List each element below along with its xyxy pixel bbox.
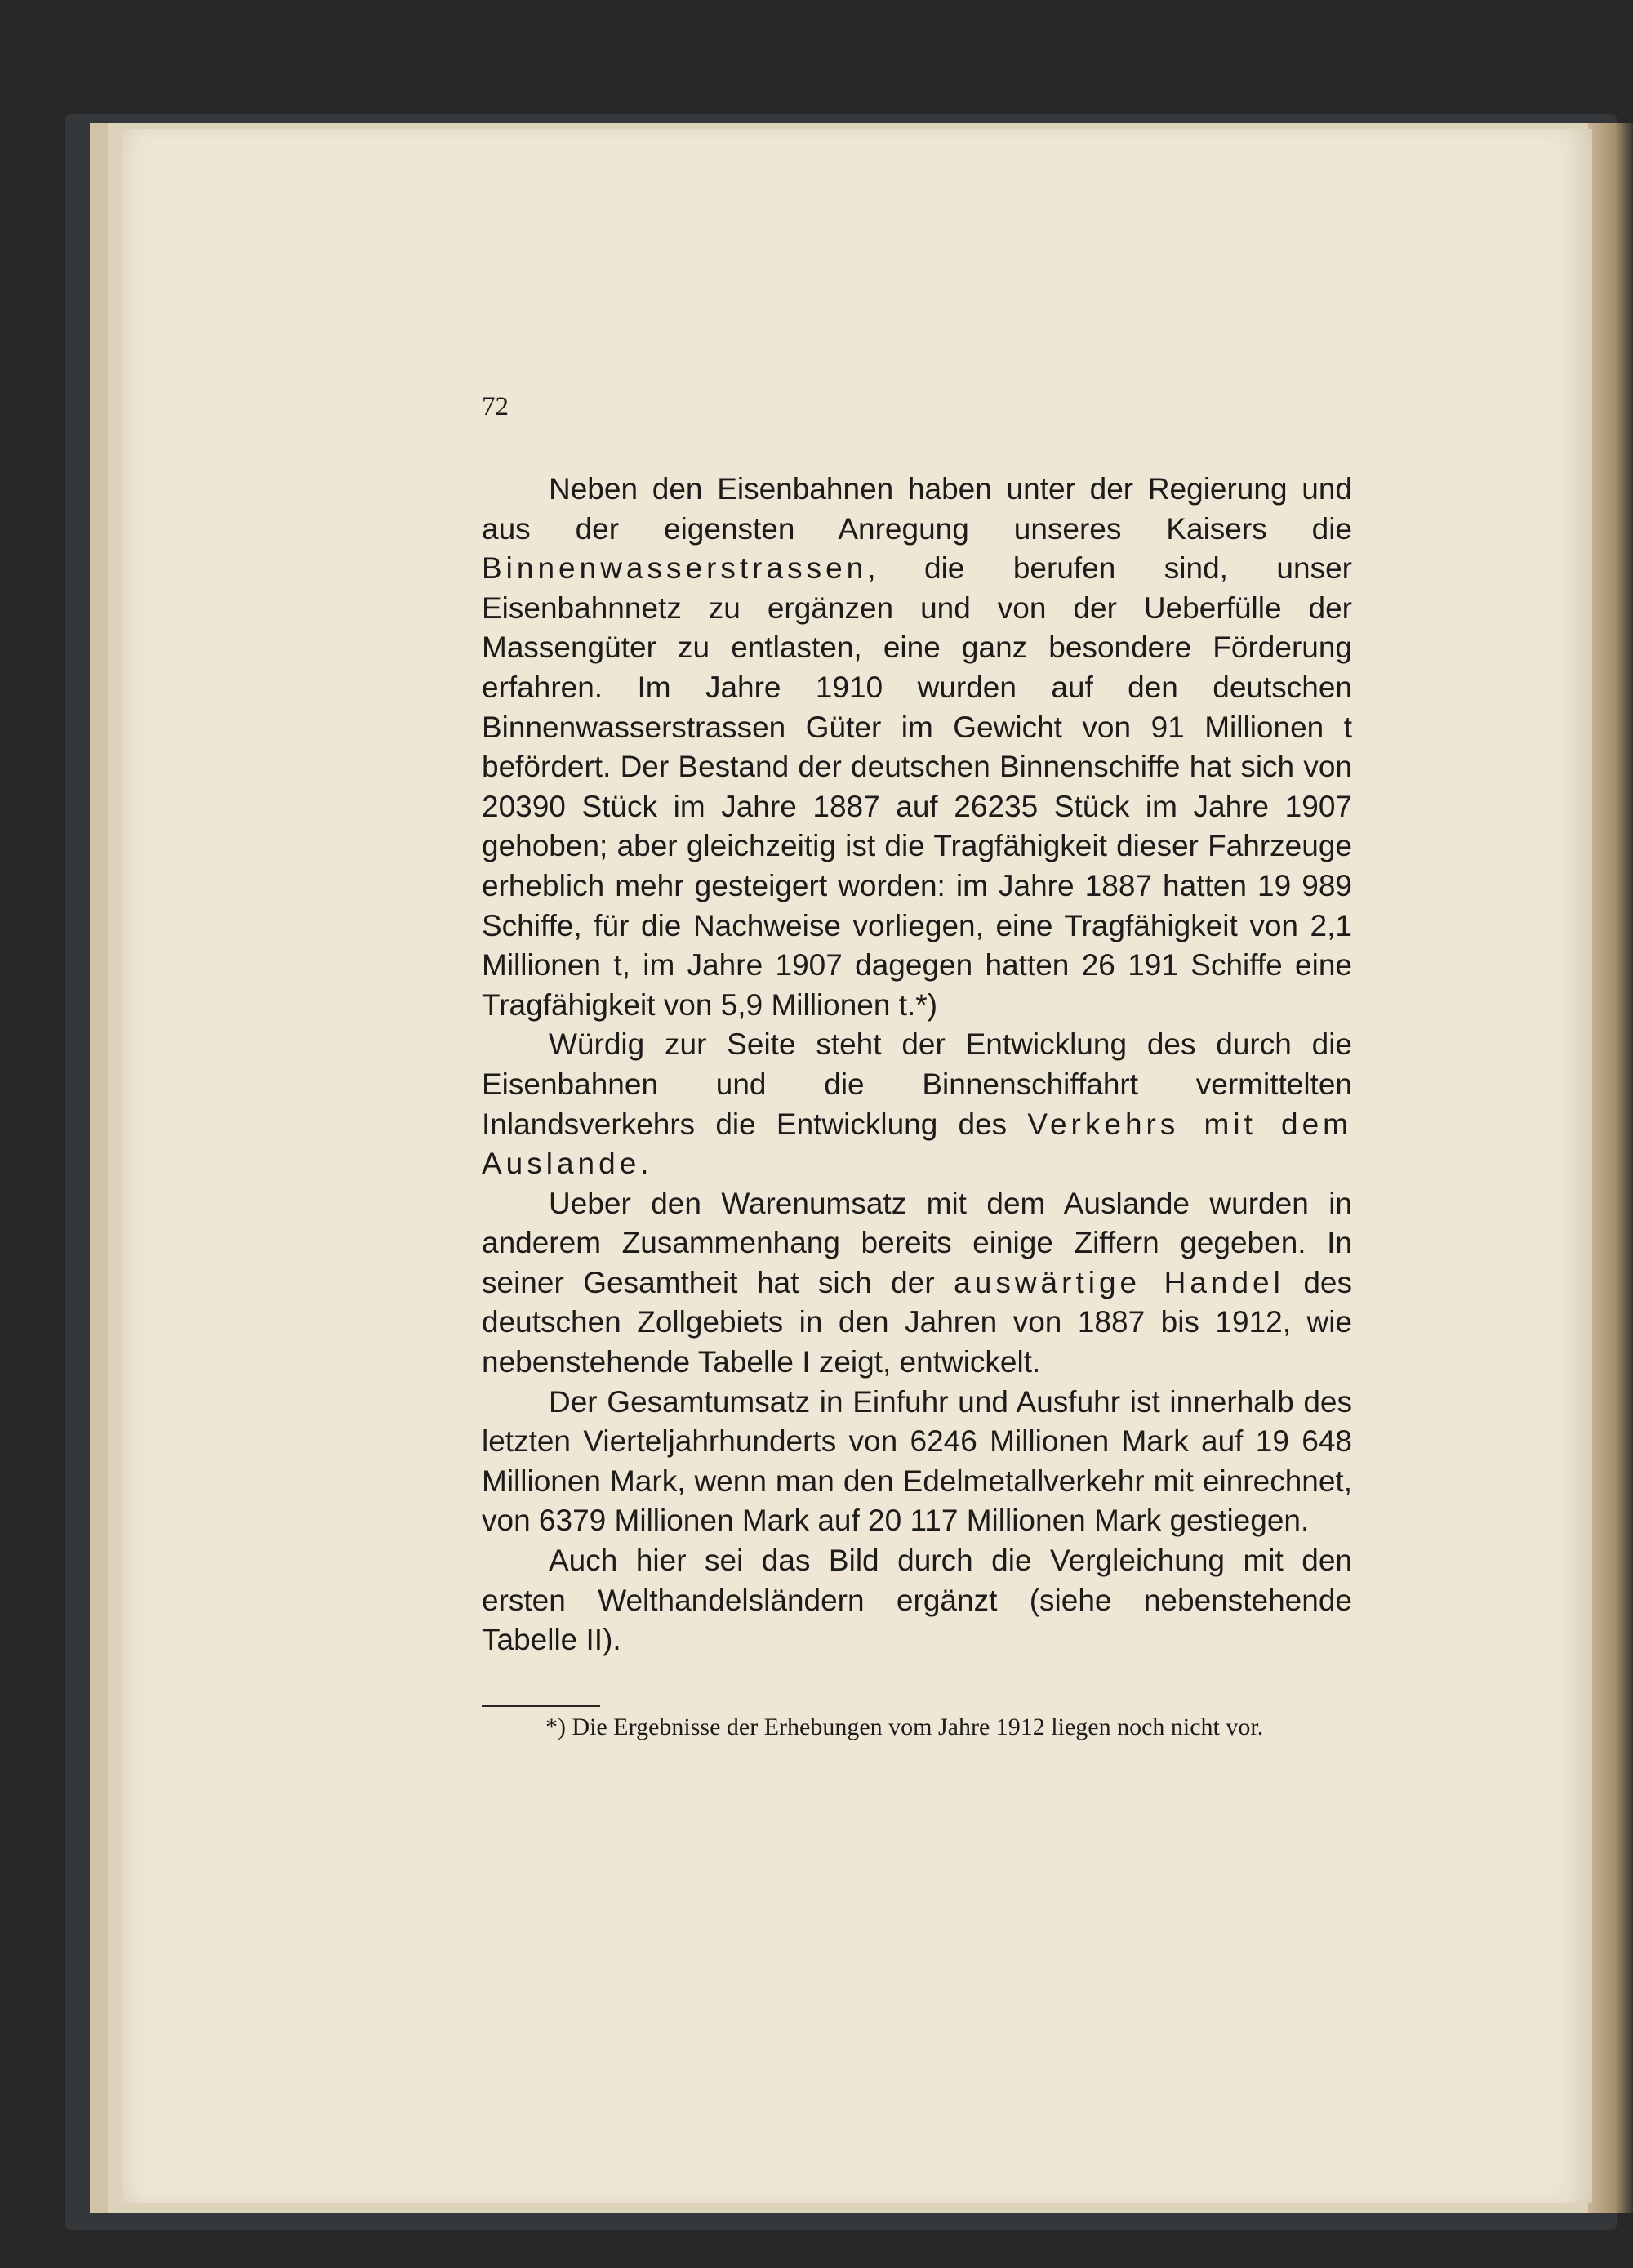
page-number: 72 <box>482 392 509 421</box>
text-run: Auch hier sei das Bild durch die Vergleichung mit den ersten Welthandelsländern ergänzt (siehe nebenstehende Tabelle II). <box>482 1544 1352 1657</box>
text-run: Würdig zur Seite steht der Entwicklung des durch die Eisenbahnen und die Binnenschiffahrt vermittelten Inlandsverkehrs die Entwicklung des <box>482 1027 1352 1141</box>
text-run: Neben den Eisenbahnen haben unter der Regierung und aus der eigensten Anregung unseres Kaisers die <box>482 472 1352 546</box>
spaced-emphasis: Binnenwasserstrassen <box>482 551 868 586</box>
footnote: *) Die Ergebnisse der Erhebungen vom Jahre 1912 liegen noch nicht vor. <box>545 1713 1264 1740</box>
text-run: des deutschen Zollgebiets in den Jahren von 1887 bis 1912, wie nebenstehende Tabelle I zeigt, entwickelt. <box>482 1265 1353 1379</box>
paragraph <box>482 470 1352 1025</box>
text-run: . <box>640 1147 649 1181</box>
text-run: Der Gesamtumsatz in Einfuhr und Ausfuhr ist innerhalb des letzten Vierteljahrhunderts von 6246 Millionen Mark auf 19 648 Millionen Mark, wenn man den Edelmetallverkehr mit einrechnet, von 6379 Millionen Mark auf 20 117 Millionen Mark gestiegen. <box>482 1384 1352 1538</box>
text-run: , die berufen sind, unser Eisenbahnnetz zu ergänzen und von der Ueberfülle der Massengüter zu entlasten, eine ganz besondere Förderung erfahren. Im Jahre 1910 wurden auf den deutschen Binnenwasserstrassen Güter im Gewicht von 91 Millionen t befördert. Der Bestand der deutschen Binnenschiffe hat sich von 20390 Stück im Jahre 1887 auf 26235 Stück im Jahre 1907 gehoben; aber gleichzeitig ist die Tragfähigkeit dieser Fahrzeuge erheblich mehr gesteigert worden: im Jahre 1887 hatten 19 989 Schiffe, für die Nachweise vorliegen, eine Tragfähigkeit von 2,1 Millionen t, im Jahre 1907 dagegen hatten 26 191 Schiffe eine Tragfähigkeit von 5,9 Millionen t.*) <box>482 551 1352 1022</box>
paragraph <box>482 1383 1352 1541</box>
paragraph <box>482 1541 1352 1660</box>
spaced-emphasis: auswärtige Handel <box>954 1265 1284 1299</box>
paragraph <box>482 1025 1352 1183</box>
footnote-divider <box>482 1705 600 1707</box>
body-text <box>482 470 1352 1660</box>
spaced-emphasis: Verkehrs mit dem Auslande <box>482 1107 1353 1181</box>
facing-page-edge <box>1588 123 1633 2213</box>
text-run: Ueber den Warenumsatz mit dem Auslande wurden in anderem Zusammenhang bereits einige Ziffern gegeben. In seiner Gesamtheit hat sich der <box>482 1186 1352 1299</box>
paragraph <box>482 1184 1352 1383</box>
